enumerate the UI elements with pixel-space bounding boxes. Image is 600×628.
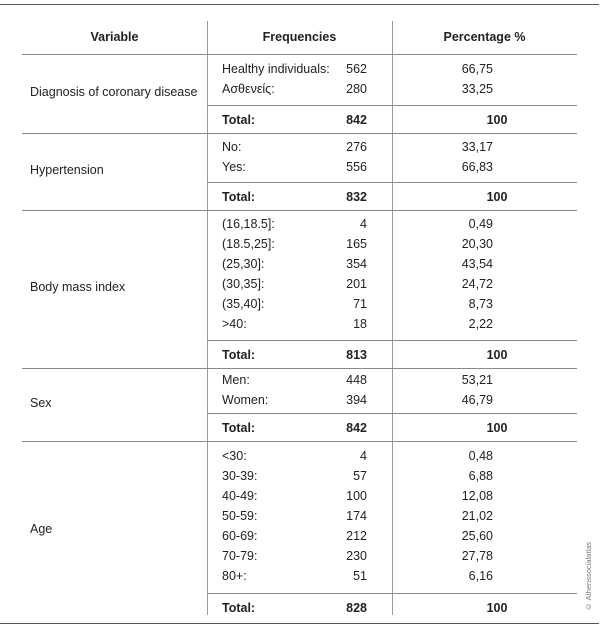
- row-percentage: 12,08: [461, 489, 493, 503]
- row-percentage: 66,83: [461, 160, 493, 174]
- row-percentage: 33,17: [461, 140, 493, 154]
- row-label: (30,35]:: [222, 277, 265, 291]
- group-age: [22, 442, 577, 622]
- row-label: 40-49:: [222, 489, 258, 503]
- row-label: >40:: [222, 317, 247, 331]
- total-row: [207, 413, 577, 442]
- table-row: [207, 234, 577, 254]
- total-label: Total:: [222, 348, 256, 362]
- row-percentage: 27,78: [461, 549, 493, 563]
- table-row: [207, 370, 577, 390]
- row-percentage: 0,49: [468, 217, 493, 231]
- row-frequency: 201: [346, 277, 367, 291]
- table-row: [207, 566, 577, 586]
- row-frequency: 276: [346, 140, 367, 154]
- row-percentage: 8,73: [468, 297, 493, 311]
- variable-label: Hypertension: [30, 163, 104, 177]
- row-percentage: 0,48: [468, 449, 493, 463]
- row-percentage: 6,16: [468, 569, 493, 583]
- total-label: Total:: [222, 113, 256, 127]
- row-percentage: 66,75: [461, 62, 493, 76]
- row-label: 60-69:: [222, 529, 258, 543]
- row-label: (25,30]:: [222, 257, 265, 271]
- row-percentage: 53,21: [461, 373, 493, 387]
- row-label: <30:: [222, 449, 247, 463]
- total-percentage: 100: [486, 113, 508, 127]
- group-hypertension: [22, 134, 577, 211]
- group-coronary-disease: [22, 55, 577, 134]
- table-header: [22, 21, 577, 55]
- table-row: [207, 390, 577, 410]
- row-percentage: 20,30: [461, 237, 493, 251]
- row-label: Men:: [222, 373, 250, 387]
- row-frequency: 4: [360, 449, 367, 463]
- table-row: [207, 59, 577, 79]
- table-frame: [0, 4, 599, 624]
- row-frequency: 18: [353, 317, 367, 331]
- row-frequency: 230: [346, 549, 367, 563]
- total-percentage: 100: [486, 190, 508, 204]
- row-label: Yes:: [222, 160, 246, 174]
- table-row: [207, 526, 577, 546]
- group-body-mass-index: [22, 211, 577, 369]
- row-label: (16,18.5]:: [222, 217, 275, 231]
- total-frequency: 813: [346, 348, 367, 362]
- table-row: [207, 466, 577, 486]
- variable-label: Sex: [30, 396, 52, 410]
- row-frequency: 354: [346, 257, 367, 271]
- total-row: [207, 105, 577, 134]
- table-row: [207, 546, 577, 566]
- row-frequency: 4: [360, 217, 367, 231]
- group-sex: [22, 369, 577, 442]
- table-row: [207, 506, 577, 526]
- row-label: Women:: [222, 393, 269, 407]
- table-row: [207, 137, 577, 157]
- row-frequency: 100: [346, 489, 367, 503]
- row-frequency: 562: [346, 62, 367, 76]
- table-row: [207, 214, 577, 234]
- row-percentage: 21,02: [461, 509, 493, 523]
- table-row: [207, 314, 577, 334]
- row-label: Healthy individuals:: [222, 62, 330, 76]
- row-frequency: 212: [346, 529, 367, 543]
- row-percentage: 43,54: [461, 257, 493, 271]
- table-row: [207, 486, 577, 506]
- row-percentage: 25,60: [461, 529, 493, 543]
- total-percentage: 100: [486, 601, 508, 615]
- table-row: [207, 446, 577, 466]
- row-frequency: 556: [346, 160, 367, 174]
- header-variable: Variable: [90, 30, 139, 44]
- variable-label: Diagnosis of coronary disease: [30, 85, 198, 99]
- total-row: [207, 593, 577, 622]
- total-row: [207, 182, 577, 211]
- row-frequency: 165: [346, 237, 367, 251]
- header-frequencies: Frequencies: [262, 30, 337, 44]
- row-percentage: 46,79: [461, 393, 493, 407]
- table-row: [207, 274, 577, 294]
- total-percentage: 100: [486, 421, 508, 435]
- row-frequency: 71: [353, 297, 367, 311]
- total-frequency: 842: [346, 113, 367, 127]
- table-row: [207, 254, 577, 274]
- total-row: [207, 340, 577, 369]
- total-frequency: 828: [346, 601, 367, 615]
- row-label: 50-59:: [222, 509, 258, 523]
- header-percentage: Percentage %: [443, 30, 526, 44]
- total-label: Total:: [222, 190, 256, 204]
- row-percentage: 33,25: [461, 82, 493, 96]
- row-label: (35,40]:: [222, 297, 265, 311]
- table-row: [207, 294, 577, 314]
- row-frequency: 394: [346, 393, 367, 407]
- row-percentage: 6,88: [468, 469, 493, 483]
- row-label: 30-39:: [222, 469, 258, 483]
- row-label: Ασθενείς:: [222, 82, 275, 96]
- total-frequency: 842: [346, 421, 367, 435]
- row-frequency: 57: [353, 469, 367, 483]
- table-row: [207, 157, 577, 177]
- total-frequency: 832: [346, 190, 367, 204]
- row-label: No:: [222, 140, 242, 154]
- table-row: [207, 79, 577, 99]
- total-label: Total:: [222, 601, 256, 615]
- row-frequency: 280: [346, 82, 367, 96]
- row-percentage: 24,72: [461, 277, 493, 291]
- row-percentage: 2,22: [468, 317, 493, 331]
- row-label: 80+:: [222, 569, 247, 583]
- total-percentage: 100: [486, 348, 508, 362]
- credit-text: © Athenssocialatlas: [584, 541, 593, 611]
- variable-label: Body mass index: [30, 280, 126, 294]
- row-label: (18.5,25]:: [222, 237, 275, 251]
- variable-label: Age: [30, 522, 53, 536]
- row-frequency: 174: [346, 509, 367, 523]
- row-frequency: 51: [353, 569, 367, 583]
- total-label: Total:: [222, 421, 256, 435]
- row-frequency: 448: [346, 373, 367, 387]
- row-label: 70-79:: [222, 549, 258, 563]
